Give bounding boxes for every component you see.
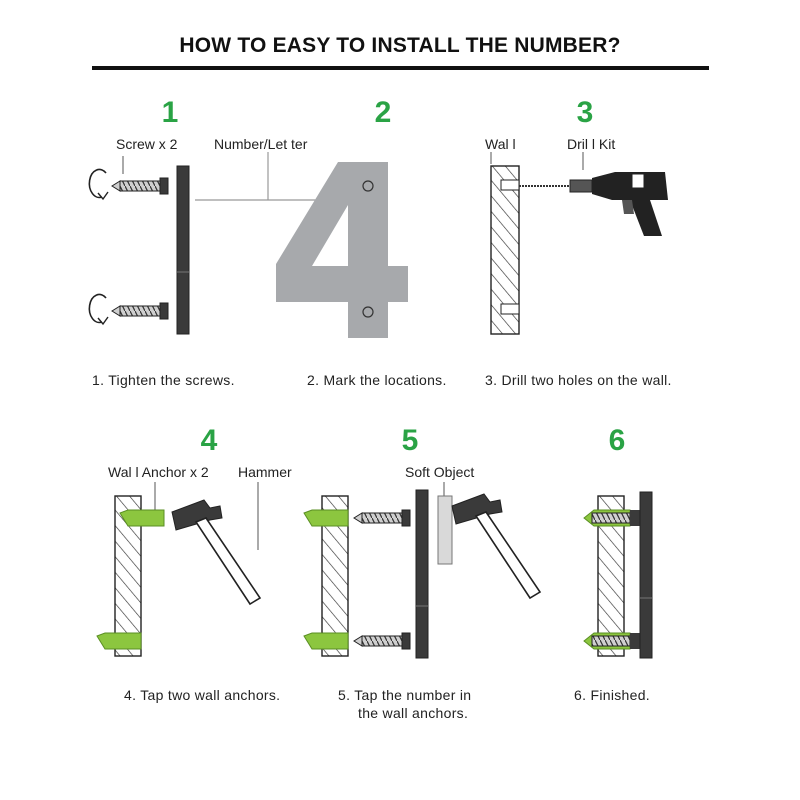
step-6-art (584, 492, 652, 658)
step-2-art (195, 152, 408, 338)
step-4-art (97, 482, 260, 656)
step-6-caption: 6. Finished. (574, 687, 650, 703)
step-1-art (89, 156, 189, 334)
step-5-caption-line-2: the wall anchors. (358, 705, 469, 721)
step-2-number: 2 (374, 96, 392, 129)
step-3-number: 3 (576, 96, 594, 129)
step-6-number: 6 (608, 424, 626, 457)
step-3-art (491, 152, 668, 334)
label-wall-anchor: Wal l Anchor x 2 (108, 464, 209, 480)
step-5-number: 5 (401, 424, 419, 457)
step-5-art (304, 482, 540, 658)
label-soft-object: Soft Object (405, 464, 475, 480)
label-wall: Wal l (485, 136, 516, 152)
label-number-letter: Number/Let ter (214, 136, 308, 152)
label-drill-kit: Dril l Kit (567, 136, 616, 152)
label-hammer: Hammer (238, 464, 292, 480)
step-1-caption: 1. Tighten the screws. (92, 372, 235, 388)
step-4-number: 4 (200, 424, 218, 457)
page-title: HOW TO EASY TO INSTALL THE NUMBER? (179, 34, 621, 57)
step-4-caption: 4. Tap two wall anchors. (124, 687, 281, 703)
step-1-number: 1 (161, 96, 179, 129)
step-5-caption-line-1: 5. Tap the number in (338, 687, 472, 703)
step-2-caption: 2. Mark the locations. (307, 372, 447, 388)
step-3-caption: 3. Drill two holes on the wall. (485, 372, 672, 388)
label-screw: Screw x 2 (116, 136, 178, 152)
